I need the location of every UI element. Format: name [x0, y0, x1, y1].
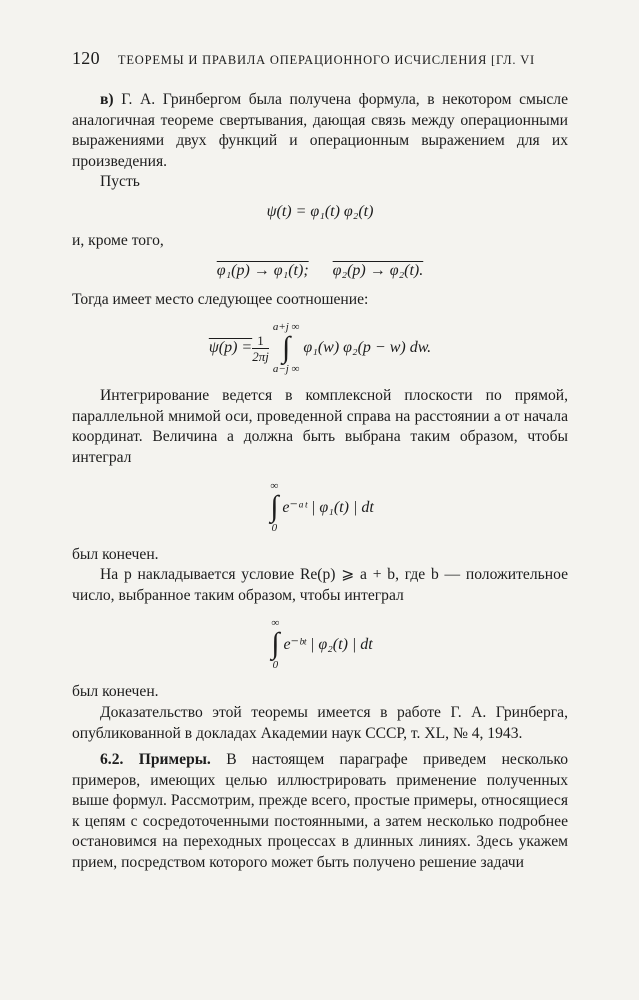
fraction-numerator: 1 [252, 333, 269, 349]
fraction [252, 333, 269, 364]
integral-sign [271, 617, 279, 671]
page-number: 120 [72, 48, 100, 68]
formula-images [72, 262, 568, 280]
integral-lower-limit: a−j ∞ [272, 363, 300, 376]
paragraph-examples [72, 750, 568, 874]
formula-image-1: φ₁(p) → φ₁(t); [216, 261, 309, 279]
formula-product: ψ(t) = φ₁(t) φ₂(t) [266, 202, 374, 220]
paragraph-text: В настоящем параграфе приведем несколько примеров, имеющих целью иллюстрировать применение полученных выше формул. Рассмотрим, прежде всего, простые примеры, относящиеся к цепям с сосредоточенными постоянными, а затем несколько подробнее остановимся на переходных процессах в длинных линиях. Здесь укажем прием, посредством которого может быть получено решение задачи [72, 751, 568, 872]
formula-lhs: ψ(p) = [208, 339, 253, 357]
paragraph-text: Г. А. Гринбергом была получена формула, в некотором смысле аналогичная теореме свертывания, дающая связь между операционными выражениями двух функций и операционным выражением для их произведения. [72, 91, 568, 170]
paragraph-finite-2: был конечен. [72, 683, 159, 701]
paragraph-also: и, кроме того, [72, 231, 164, 249]
integral-icon: ∫ [271, 627, 280, 661]
integrand: e⁻ᵇᵗ | φ₂(t) | dt [283, 636, 373, 654]
paragraph-grinberg [72, 90, 568, 172]
formula-integral-2 [72, 610, 568, 678]
formula-integral-1 [72, 473, 568, 541]
page-header [72, 48, 568, 74]
integrand: φ₁(w) φ₂(p − w) dw. [303, 339, 432, 357]
integral-lower-limit: 0 [272, 659, 279, 672]
section-heading: 6.2. Примеры. [100, 751, 211, 769]
integral-lower-limit: 0 [271, 521, 278, 534]
integral-sign [273, 321, 300, 375]
integral-upper-limit: ∞ [271, 617, 280, 630]
paragraph-integration: Интегрирование ведется в комплексной плоскости по прямой, параллельной мнимой оси, проведенной справа на расстоянии a от начала координат. Величина a должна быть выбрана таким образом, чтобы интеграл [72, 387, 568, 466]
item-label: в) [100, 91, 114, 108]
book-page [72, 48, 568, 874]
paragraph-proof: Доказательство этой теоремы имеется в работе Г. А. Гринберга, опубликованной в докладах Академии наук СССР, т. XL, № 4, 1943. [72, 703, 568, 742]
integral-upper-limit: ∞ [270, 479, 279, 492]
paragraph-condition: На p накладывается условие Re(p) ⩾ a + b, где b — положительное число, выбранное таким образом, чтобы интеграл [72, 566, 568, 604]
integrand: e⁻ᵃᵗ | φ₁(t) | dt [282, 498, 374, 516]
running-title: ТЕОРЕМЫ И ПРАВИЛА ОПЕРАЦИОННОГО ИСЧИСЛЕНИЯ [ГЛ. VI [117, 53, 536, 67]
integral-upper-limit: a+j ∞ [272, 321, 300, 334]
integral-icon: ∫ [282, 331, 291, 365]
paragraph-let: Пусть [100, 173, 140, 191]
integral-icon: ∫ [270, 489, 279, 523]
formula-convolution [72, 314, 568, 382]
paragraph-then: Тогда имеет место следующее соотношение: [72, 290, 369, 308]
integral-sign [270, 480, 278, 534]
paragraph-finite-1: был конечен. [72, 545, 159, 563]
fraction-denominator: 2πj [252, 348, 269, 364]
formula-image-2: φ₂(p) → φ₂(t). [332, 261, 424, 279]
